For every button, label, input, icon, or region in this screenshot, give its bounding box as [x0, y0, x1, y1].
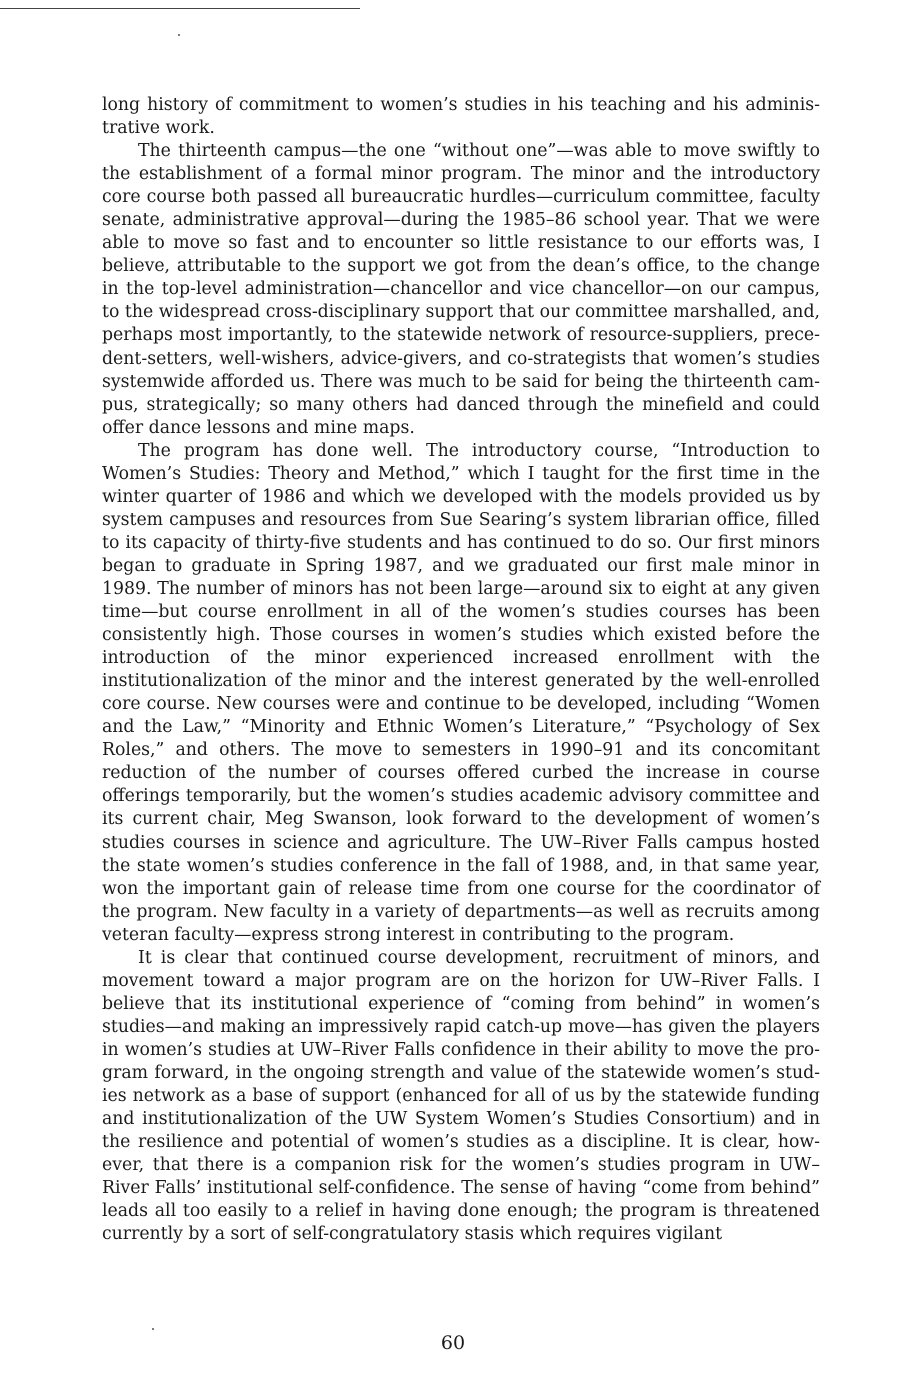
- paragraph-continued: long history of commitment to women’s studies in his teaching and his administrative work.: [102, 95, 820, 139]
- paragraph-continued-development: It is clear that continued course development, recruitment of minors, and movement toward a major program are on the horizon for UW–River Falls. I believe that its institutional experience of “coming from behind” in women’s studies—and making an impressively rapid catch-up move—has given the players in women’s studies at UW–River Falls confidence in their ability to move the program forward, in the ongoing strength and value of the statewide women’s studies network as a base of support (enhanced for all of us by the statewide funding and institutionalization of the UW System Women’s Studies Consortium) and in the resilience and potential of women’s studies as a discipline. It is clear, however, that there is a companion risk for the women’s studies program in UW–River Falls’ institutional self-confidence. The sense of having “come from behind” leads all too easily to a relief in having done enough; the program is threatened currently by a sort of self-congratulatory stasis which requires vigilant: [102, 947, 820, 1245]
- top-rule: [0, 8, 360, 9]
- page-number: 60: [440, 1332, 466, 1354]
- scan-speck: [152, 1328, 154, 1330]
- body-text: [102, 94, 820, 1246]
- scan-speck: [178, 34, 180, 36]
- paragraph-program-done-well: The program has done well. The introductory course, “Introduction to Women’s Studies: Theory and Method,” which I taught for the first time in the winter quarter of 1986 and which we developed with the models provided us by system campuses and resources from Sue Searing’s system librarian office, filled to its capacity of thirty-five students and has continued to do so. Our first minors began to graduate in Spring 1987, and we graduated our first male minor in 1989. The number of minors has not been large—around six to eight at any given time—but course enrollment in all of the women’s studies courses has been consistently high. Those courses in women’s studies which existed before the introduction of the minor experienced increased enrollment with the institutionalization of the minor and the interest generated by the well-enrolled core course. New courses were and continue to be developed, including “Women and the Law,” “Minority and Ethnic Women’s Literature,” “Psychology of Sex Roles,” and others. The move to semesters in 1990–91 and its concomitant reduction of the number of courses offered curbed the increase in course offerings temporarily, but the women’s studies academic advisory committee and its current chair, Meg Swanson, look forward to the development of women’s studies courses in science and agriculture. The UW–River Falls campus hosted the state women’s studies conference in the fall of 1988, and, in that same year, won the important gain of release time from one course for the coordinator of the program. New faculty in a variety of departments—as well as recruits among veteran faculty—express strong interest in contributing to the program.: [102, 440, 820, 945]
- paragraph-thirteenth-campus: The thirteenth campus—the one “without one”—was able to move swiftly to the establishment of a formal minor program. The minor and the introductory core course both passed all bureaucratic hurdles—curriculum committee, faculty senate, administrative approval—during the 1985–86 school year. That we were able to move so fast and to encounter so little resistance to our efforts was, I believe, attributable to the support we got from the dean’s office, to the change in the top-level administration—chancellor and vice chancellor—on our campus, to the widespread cross-disciplinary support that our committee marshalled, and, perhaps most importantly, to the statewide network of resource-suppliers, precedent-setters, well-wishers, advice-givers, and co-strategists that women’s studies systemwide afforded us. There was much to be said for being the thirteenth campus, strategically; so many others had danced through the minefield and could offer dance lessons and mine maps.: [102, 141, 820, 438]
